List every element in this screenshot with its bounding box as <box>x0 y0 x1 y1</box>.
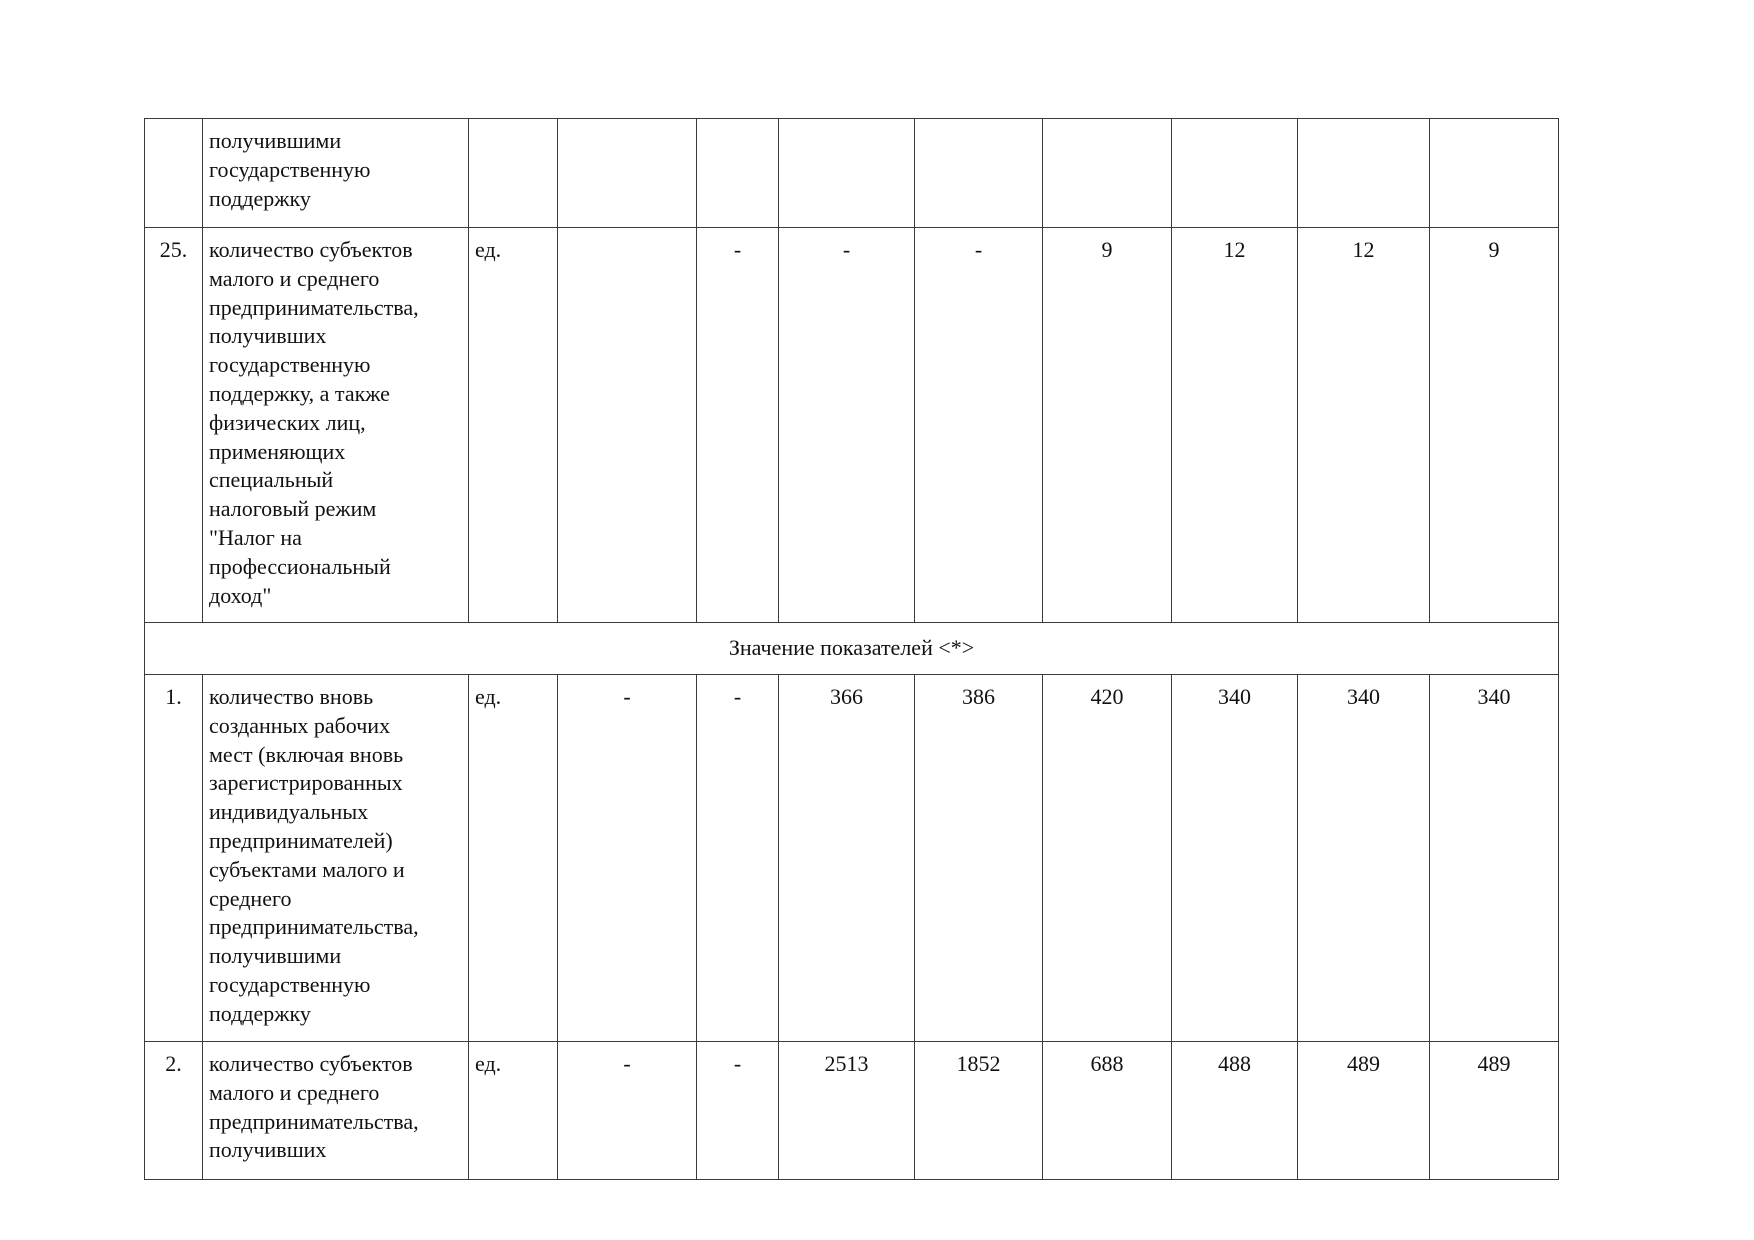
value-cell: 488 <box>1172 1042 1298 1180</box>
value-cell: 340 <box>1298 675 1430 1042</box>
description-line: государственную <box>209 971 371 997</box>
value-cell: 12 <box>1298 228 1430 623</box>
description-line: поддержку, а также <box>209 380 390 406</box>
description-line: налоговый режим <box>209 496 377 522</box>
table-row-1 <box>145 675 1559 1042</box>
value-cell <box>1043 119 1172 228</box>
value-cell: 688 <box>1043 1042 1172 1180</box>
description-line: доход" <box>209 582 272 608</box>
description-line: специальный <box>209 467 334 493</box>
description-cell <box>203 228 469 623</box>
section-header: Значение показателей <*> <box>145 623 1559 675</box>
unit-cell: ед. <box>469 228 558 623</box>
value-cell: - <box>697 675 779 1042</box>
description-line: применяющих <box>209 438 346 464</box>
value-cell <box>1298 119 1430 228</box>
description-line: субъектами малого и <box>209 856 405 882</box>
description-line: получивших <box>209 1137 327 1163</box>
description-line: зарегистрированных <box>209 770 403 796</box>
value-cell: 1852 <box>915 1042 1043 1180</box>
value-cell: 340 <box>1172 675 1298 1042</box>
description-line: предпринимателей) <box>209 827 393 853</box>
value-cell: 2513 <box>779 1042 915 1180</box>
row-number-cell: 25. <box>145 228 203 623</box>
description-line: предпринимательства, <box>209 914 419 940</box>
description-line: государственную <box>209 156 371 182</box>
unit-cell <box>469 119 558 228</box>
unit-cell: ед. <box>469 675 558 1042</box>
value-cell: 489 <box>1430 1042 1559 1180</box>
description-line: предпринимательства, <box>209 294 419 320</box>
row-number-cell: 1. <box>145 675 203 1042</box>
description-line: профессиональный <box>209 553 391 579</box>
description-line: созданных рабочих <box>209 712 391 738</box>
description-line: малого и среднего <box>209 1079 380 1105</box>
description-line: индивидуальных <box>209 799 369 825</box>
value-cell: 489 <box>1298 1042 1430 1180</box>
row-number-cell: 2. <box>145 1042 203 1180</box>
description-line: количество вновь <box>209 684 374 709</box>
value-cell: 12 <box>1172 228 1298 623</box>
row-number-cell <box>145 119 203 228</box>
description-line: получившими <box>209 943 342 969</box>
table-row-2 <box>145 1042 1559 1180</box>
value-cell <box>558 228 697 623</box>
value-cell: 9 <box>1043 228 1172 623</box>
value-cell: 386 <box>915 675 1043 1042</box>
value-cell: - <box>558 675 697 1042</box>
unit-cell: ед. <box>469 1042 558 1180</box>
description-line: мест (включая вновь <box>209 741 404 767</box>
table-row-continuation <box>145 119 1559 228</box>
value-cell: 420 <box>1043 675 1172 1042</box>
section-header-row <box>145 623 1559 675</box>
description-line: малого и среднего <box>209 265 380 291</box>
table-row-25 <box>145 228 1559 623</box>
value-cell <box>558 119 697 228</box>
value-cell: 340 <box>1430 675 1559 1042</box>
description-cell <box>203 675 469 1042</box>
value-cell: - <box>558 1042 697 1180</box>
description-line: получившими <box>209 128 342 153</box>
value-cell <box>1430 119 1559 228</box>
value-cell <box>915 119 1043 228</box>
description-line: физических лиц, <box>209 409 366 435</box>
description-line: государственную <box>209 352 371 378</box>
description-line: среднего <box>209 885 292 911</box>
description-line: поддержку <box>209 1000 311 1026</box>
description-line: получивших <box>209 323 327 349</box>
description-line: "Налог на <box>209 524 302 550</box>
value-cell: - <box>779 228 915 623</box>
value-cell: - <box>697 1042 779 1180</box>
description-line: поддержку <box>209 185 311 211</box>
description-line: предпринимательства, <box>209 1108 419 1134</box>
value-cell: 366 <box>779 675 915 1042</box>
description-cell <box>203 1042 469 1180</box>
description-line: количество субъектов <box>209 1051 413 1076</box>
indicators-table <box>144 118 1559 1180</box>
description-line: количество субъектов <box>209 237 413 262</box>
value-cell: - <box>697 228 779 623</box>
description-cell <box>203 119 469 228</box>
value-cell <box>1172 119 1298 228</box>
value-cell <box>697 119 779 228</box>
value-cell: 9 <box>1430 228 1559 623</box>
value-cell <box>779 119 915 228</box>
value-cell: - <box>915 228 1043 623</box>
